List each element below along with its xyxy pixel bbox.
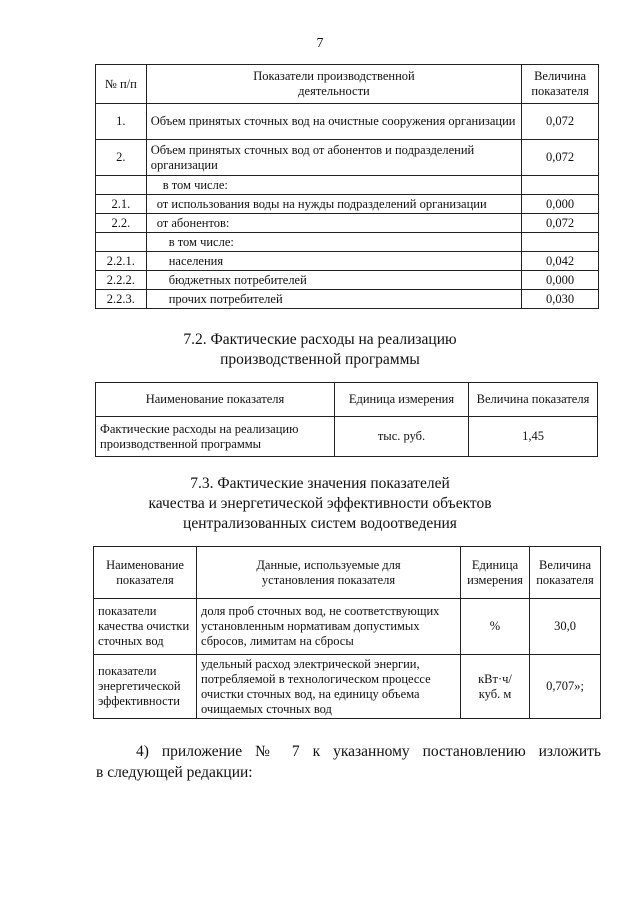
table-row (96, 252, 599, 271)
row-number: 2.1. (96, 195, 147, 214)
row-number: 2. (96, 140, 147, 176)
column-header-value: Величина показателя (530, 547, 601, 599)
table-row (96, 176, 599, 195)
paragraph-line: 4) приложение № 7 к указанному постановлению изложить (136, 743, 601, 760)
heading-line: 7.2. Фактические расходы на реализацию (183, 331, 457, 348)
column-header-unit: Единица измерения (461, 547, 530, 599)
row-indicator: от использования воды на нужды подразделений организации (146, 195, 522, 214)
amendment-paragraph (96, 741, 601, 783)
row-value: 0,030 (522, 290, 599, 309)
row-number: 2.2.2. (96, 271, 147, 290)
column-header-value: Величина показателя (469, 383, 598, 417)
row-data: удельный расход электрической энергии, потребляемой в технологическом процессе очистки сточных вод, на единицу объема очищаемых сточных вод (197, 655, 461, 719)
column-header-data: Данные, используемые для установления показателя (197, 547, 461, 599)
heading-line: централизованных систем водоотведения (183, 515, 457, 532)
row-number: 2.2.1. (96, 252, 147, 271)
row-number: 2.2. (96, 214, 147, 233)
row-indicator: бюджетных потребителей (146, 271, 522, 290)
table-header-row (96, 65, 599, 104)
heading-line: качества и энергетической эффективности объектов (148, 495, 492, 512)
table-row (94, 655, 601, 719)
row-indicator: Объем принятых сточных вод от абонентов и подразделений организации (146, 140, 522, 176)
row-value: 0,072 (522, 104, 599, 140)
table-row (96, 195, 599, 214)
row-data: доля проб сточных вод, не соответствующих установленным нормативам допустимых сбросов, лимитам на сбросы (197, 599, 461, 655)
row-value: 30,0 (530, 599, 601, 655)
table-row (96, 290, 599, 309)
row-value (522, 233, 599, 252)
actual-expenses-table (95, 382, 598, 457)
row-indicator: прочих потребителей (146, 290, 522, 309)
table-row (96, 417, 598, 457)
quality-efficiency-table (93, 546, 601, 719)
table-row (96, 140, 599, 176)
row-indicator: в том числе: (146, 233, 522, 252)
row-name: показатели качества очистки сточных вод (94, 599, 197, 655)
row-value (522, 176, 599, 195)
row-value: 0,072 (522, 140, 599, 176)
column-header-indicator: Показатели производственной деятельности (146, 65, 522, 104)
column-header-name: Наименование показателя (94, 547, 197, 599)
table-row (94, 599, 601, 655)
table-row (96, 233, 599, 252)
paragraph-line: в следующей редакции: (96, 764, 253, 781)
row-value: 1,45 (469, 417, 598, 457)
row-value: 0,072 (522, 214, 599, 233)
row-unit: тыс. руб. (335, 417, 469, 457)
row-value: 0,000 (522, 195, 599, 214)
row-number: 2.2.3. (96, 290, 147, 309)
column-header-unit: Единица измерения (335, 383, 469, 417)
production-indicators-table (95, 64, 599, 309)
row-unit: кВт·ч/ куб. м (461, 655, 530, 719)
row-indicator: Объем принятых сточных вод на очистные сооружения организации (146, 104, 522, 140)
table-header-row (96, 383, 598, 417)
row-indicator: в том числе: (146, 176, 522, 195)
table-row (96, 271, 599, 290)
table-row (96, 214, 599, 233)
column-header-number: № п/п (96, 65, 147, 104)
row-number (96, 233, 147, 252)
page-number: 7 (316, 36, 324, 51)
row-value: 0,707»; (530, 655, 601, 719)
heading-line: производственной программы (220, 351, 420, 368)
column-header-value: Величина показателя (522, 65, 599, 104)
row-name: показатели энергетической эффективности (94, 655, 197, 719)
heading-line: 7.3. Фактические значения показателей (190, 475, 450, 492)
section-7-3-heading (0, 474, 640, 534)
row-name: Фактические расходы на реализацию производственной программы (96, 417, 335, 457)
row-number: 1. (96, 104, 147, 140)
row-unit: % (461, 599, 530, 655)
column-header-name: Наименование показателя (96, 383, 335, 417)
table-row (96, 104, 599, 140)
row-indicator: населения (146, 252, 522, 271)
row-indicator: от абонентов: (146, 214, 522, 233)
row-number (96, 176, 147, 195)
table-header-row (94, 547, 601, 599)
row-value: 0,042 (522, 252, 599, 271)
row-value: 0,000 (522, 271, 599, 290)
section-7-2-heading (0, 330, 640, 370)
